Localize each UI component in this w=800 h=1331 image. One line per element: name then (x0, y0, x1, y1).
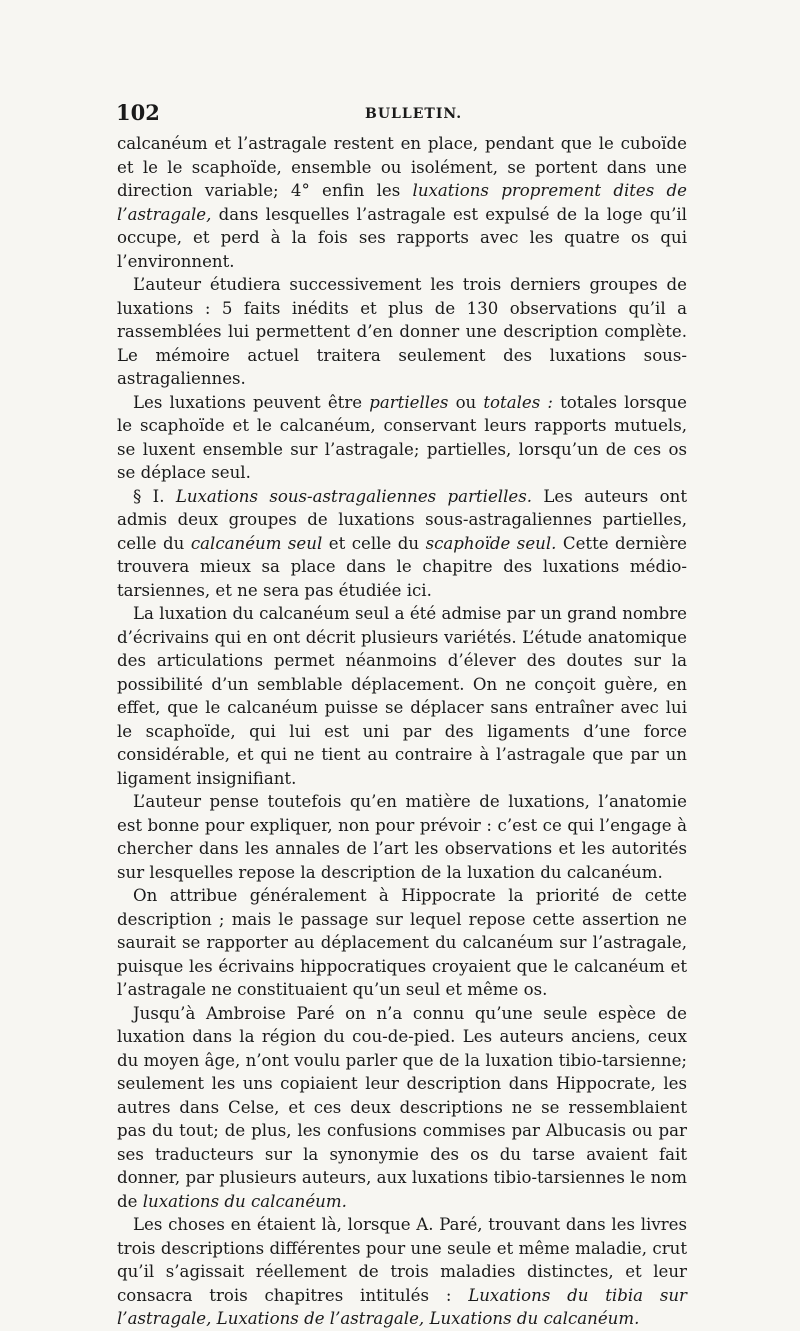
paragraph (117, 391, 687, 485)
paragraph (117, 790, 687, 884)
paragraph (117, 132, 687, 273)
text-run: totales lorsque le scaphoïde et le calcanéum, conservant leurs rapports mutuels, se luxent ensemble sur l’astragale; partielles, lorsqu’un de ces os se déplace seul. (117, 392, 687, 482)
italic-run: calcanéum seul (190, 533, 323, 553)
text-run: § I. (133, 486, 176, 506)
italic-run: scaphoïde seul. (425, 533, 557, 553)
text-run: Les luxations peuvent être (133, 392, 370, 412)
text-run: La luxation du calcanéum seul a été admise par un grand nombre d’écrivains qui en ont décrit plusieurs variétés. L’étude anatomique des articulations permet néanmoins d’élever des doutes sur la possibilité d’un semblable déplacement. On ne conçoit guère, en effet, que le calcanéum puisse se déplacer sans entraîner avec lui le scaphoïde, qui lui est uni par des ligaments d’une force considérable, et qui ne tient au contraire à l’astragale que par un ligament insignifiant. (117, 604, 687, 788)
paragraph (117, 1002, 687, 1214)
text-run: Jusqu’à Ambroise Paré on n’a connu qu’une seule espèce de luxation dans la région du cou-de-pied. Les auteurs anciens, ceux du moyen âge, n’ont voulu parler que de la luxation tibio-tarsienne; seulement les uns copiaient leur description dans Hippocrate, les autres dans Celse, et ces deux descriptions ne se ressemblaient pas du tout; de plus, les confusions commises par Albucasis ou par ses traducteurs sur la synonymie des os du tarse avaient fait donner, par plusieurs auteurs, aux luxations tibio-tarsiennes le nom de (117, 1003, 687, 1211)
text-run: Les choses en étaient là, lorsque A. Paré, trouvant dans les livres trois descriptions différentes pour une seule et même maladie, crut qu’il s’agissait réellement de trois maladies distinctes, et leur consacra trois chapitres intitulés : (117, 1215, 687, 1305)
text-run: dans lesquelles l’astragale est expulsé de la loge qu’il occupe, et perd à la fois ses rapports avec les quatre os qui l’environnent. (117, 204, 687, 271)
text-run: On attribue généralement à Hippocrate la priorité de cette description ; mais le passage sur lequel repose cette assertion ne saurait se rapporter au déplacement du calcanéum sur l’astragale, puisque les écrivains hippocratiques croyaient que le calcanéum et l’astragale ne constituaient qu’un seul et même os. (117, 886, 687, 999)
paragraph (117, 273, 687, 391)
paragraph (117, 485, 687, 603)
text-run: L’auteur étudiera successivement les trois derniers groupes de luxations : 5 faits inédits et plus de 130 observations qu’il a rassemblées lui permettent d’en donner une description complète. Le mémoire actuel traitera seulement des luxations sous-astragaliennes. (117, 275, 687, 388)
text-run: et celle du (322, 533, 426, 553)
text-run: L’auteur pense toutefois qu’en matière de luxations, l’anatomie est bonne pour expliquer, non pour prévoir : c’est ce qui l’engage à chercher dans les annales de l’art les observations et les autorités sur lesquelles repose la description de la luxation du calcanéum. (117, 792, 687, 882)
italic-run: Luxations sous-astragaliennes partielles. (175, 486, 533, 506)
paragraph (117, 1213, 687, 1331)
italic-run: partielles (369, 392, 449, 412)
page-number: 102 (116, 100, 160, 125)
paragraph (117, 884, 687, 1002)
text-run: Les auteurs ont admis deux groupes de luxations sous-astragaliennes partielles, celle du (117, 486, 687, 553)
italic-run: totales : (483, 392, 553, 412)
paragraph (117, 602, 687, 790)
italic-run: Luxations du tibia sur l’astragale, Luxations de l’astragale, Luxations du calcanéum. (117, 1285, 687, 1328)
italic-run: luxations du calcanéum. (142, 1191, 347, 1211)
page-header (0, 100, 800, 130)
text-run: calcanéum et l’astragale restent en place, pendant que le cuboïde et le le scaphoïde, ensemble ou isolément, se portent dans une direction variable; 4° enfin les (117, 134, 687, 200)
text-run: ou (448, 392, 484, 412)
body-text (117, 132, 687, 1331)
italic-run: luxations proprement dites de l’astragale, (117, 181, 687, 224)
running-head: BULLETIN. (365, 106, 463, 122)
text-run: Cette dernière trouvera mieux sa place dans le chapitre des luxations médio-tarsiennes, et ne sera pas étudiée ici. (117, 533, 687, 600)
